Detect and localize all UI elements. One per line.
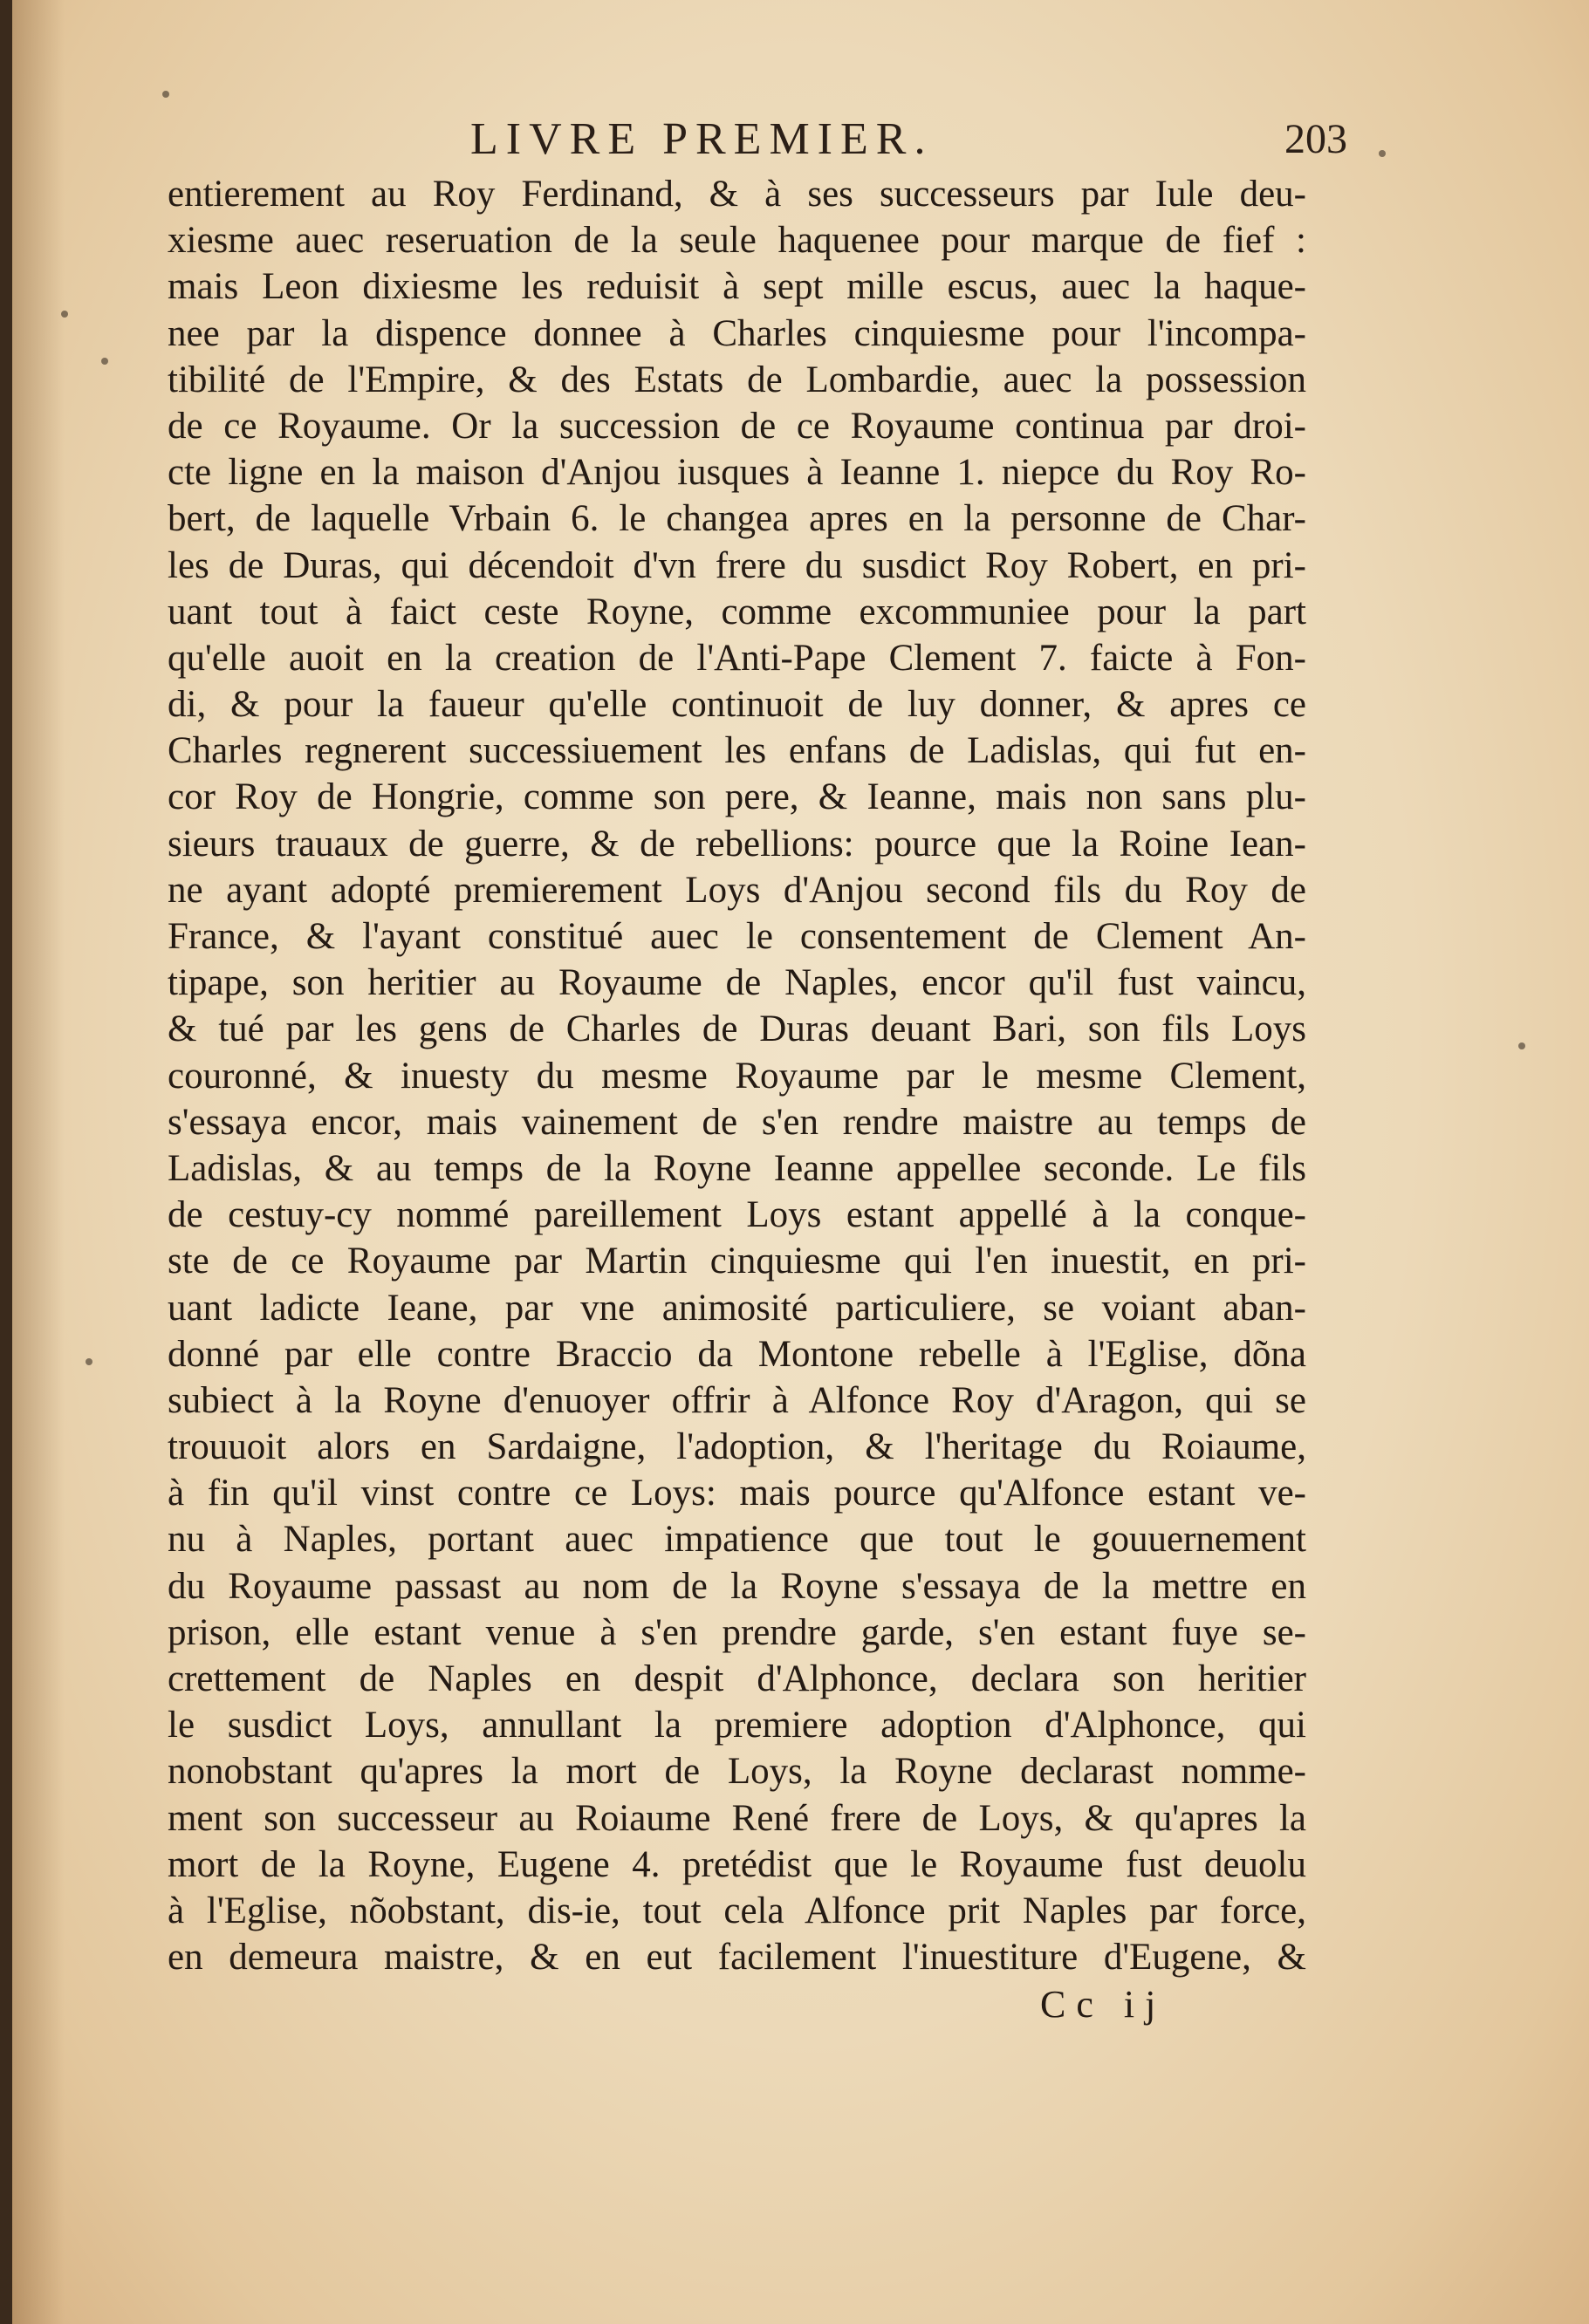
text-line: uant ladicte Ieane, par vne animosité particuliere, se voiant aban- (168, 1287, 1306, 1329)
text-line: de cestuy-cy nommé pareillement Loys estant appellé à la conque- (168, 1194, 1306, 1236)
text-line: ne ayant adopté premierement Loys d'Anjou second fils du Roy de (168, 869, 1306, 911)
text-line: s'essaya encor, mais vainement de s'en rendre maistre au temps de (168, 1101, 1306, 1143)
text-line: uant tout à faict ceste Royne, comme excommuniee pour la part (168, 591, 1306, 632)
text-line: tibilité de l'Empire, & des Estats de Lombardie, auec la possession (168, 359, 1306, 400)
text-line: xiesme auec reseruation de la seule haquenee pour marque de fief : (168, 220, 1306, 262)
text-line: mais Leon dixiesme les reduisit à sept mille escus, auec la haque- (168, 266, 1306, 308)
text-line: sieurs trauaux de guerre, & de rebellions: pource que la Roine Iean- (168, 823, 1306, 865)
text-line: de ce Royaume. Or la succession de ce Royaume continua par droi- (168, 405, 1306, 447)
text-line: Charles regnerent successiuement les enfans de Ladislas, qui fut en- (168, 730, 1306, 772)
text-line: qu'elle auoit en la creation de l'Anti-Pape Clement 7. faicte à Fon- (168, 637, 1306, 679)
text-line: du Royaume passast au nom de la Royne s'essaya de la mettre en (168, 1565, 1306, 1607)
ink-speck (1518, 1042, 1525, 1049)
text-line: couronné, & inuesty du mesme Royaume par le mesme Clement, (168, 1055, 1306, 1097)
ink-speck (1379, 150, 1386, 157)
text-line: Ladislas, & au temps de la Royne Ieanne appellee seconde. Le fils (168, 1147, 1306, 1189)
ink-speck (61, 311, 68, 318)
text-line: nonobstant qu'apres la mort de Loys, la Royne declarast nomme- (168, 1751, 1306, 1793)
text-line: nee par la dispence donnee à Charles cinquiesme pour l'incompa- (168, 312, 1306, 354)
running-title: LIVRE PREMIER. (470, 114, 934, 164)
signature-mark: Cc ij (1040, 1983, 1167, 2026)
text-line: cor Roy de Hongrie, comme son pere, & Ieanne, mais non sans plu- (168, 776, 1306, 818)
ink-speck (101, 358, 108, 365)
text-line: à l'Eglise, nõobstant, dis-ie, tout cela Alfonce prit Naples par force, (168, 1890, 1306, 1931)
book-page (12, 0, 1589, 2324)
body-text (168, 171, 1306, 1980)
text-line: les de Duras, qui décendoit d'vn frere du susdict Roy Robert, en pri- (168, 544, 1306, 586)
text-line: ste de ce Royaume par Martin cinquiesme qui l'en inuestit, en pri- (168, 1241, 1306, 1282)
page-number: 203 (1284, 116, 1347, 162)
text-line: France, & l'ayant constitué auec le consentement de Clement An- (168, 916, 1306, 957)
text-line: en demeura maistre, & en eut facilement l'inuestiture d'Eugene, & (168, 1937, 1306, 1979)
text-line: trouuoit alors en Sardaigne, l'adoption, & l'heritage du Roiaume, (168, 1426, 1306, 1468)
text-line: & tué par les gens de Charles de Duras deuant Bari, son fils Loys (168, 1008, 1306, 1050)
text-line: nu à Naples, portant auec impatience que tout le gouuernement (168, 1519, 1306, 1561)
text-line: entierement au Roy Ferdinand, & à ses successeurs par Iule deu- (168, 174, 1306, 215)
text-line: mort de la Royne, Eugene 4. pretédist que le Royaume fust deuolu (168, 1843, 1306, 1885)
ink-speck (162, 91, 169, 98)
text-line: subiect à la Royne d'enuoyer offrir à Alfonce Roy d'Aragon, qui se (168, 1379, 1306, 1421)
ink-speck (86, 1358, 92, 1365)
text-line: prison, elle estant venue à s'en prendre garde, s'en estant fuye se- (168, 1611, 1306, 1653)
text-line: tipape, son heritier au Royaume de Naples, encor qu'il fust vaincu, (168, 962, 1306, 1004)
text-line: cte ligne en la maison d'Anjou iusques à Ieanne 1. niepce du Roy Ro- (168, 452, 1306, 494)
text-line: donné par elle contre Braccio da Montone rebelle à l'Eglise, dõna (168, 1333, 1306, 1375)
running-head (169, 112, 1347, 167)
text-line: crettement de Naples en despit d'Alphonce, declara son heritier (168, 1658, 1306, 1699)
text-line: à fin qu'il vinst contre ce Loys: mais pource qu'Alfonce estant ve- (168, 1473, 1306, 1514)
text-line: di, & pour la faueur qu'elle continuoit de luy donner, & apres ce (168, 684, 1306, 726)
text-line: bert, de laquelle Vrbain 6. le changea apres en la personne de Char- (168, 498, 1306, 540)
text-line: ment son successeur au Roiaume René frere de Loys, & qu'apres la (168, 1797, 1306, 1839)
text-line: le susdict Loys, annullant la premiere adoption d'Alphonce, qui (168, 1705, 1306, 1746)
